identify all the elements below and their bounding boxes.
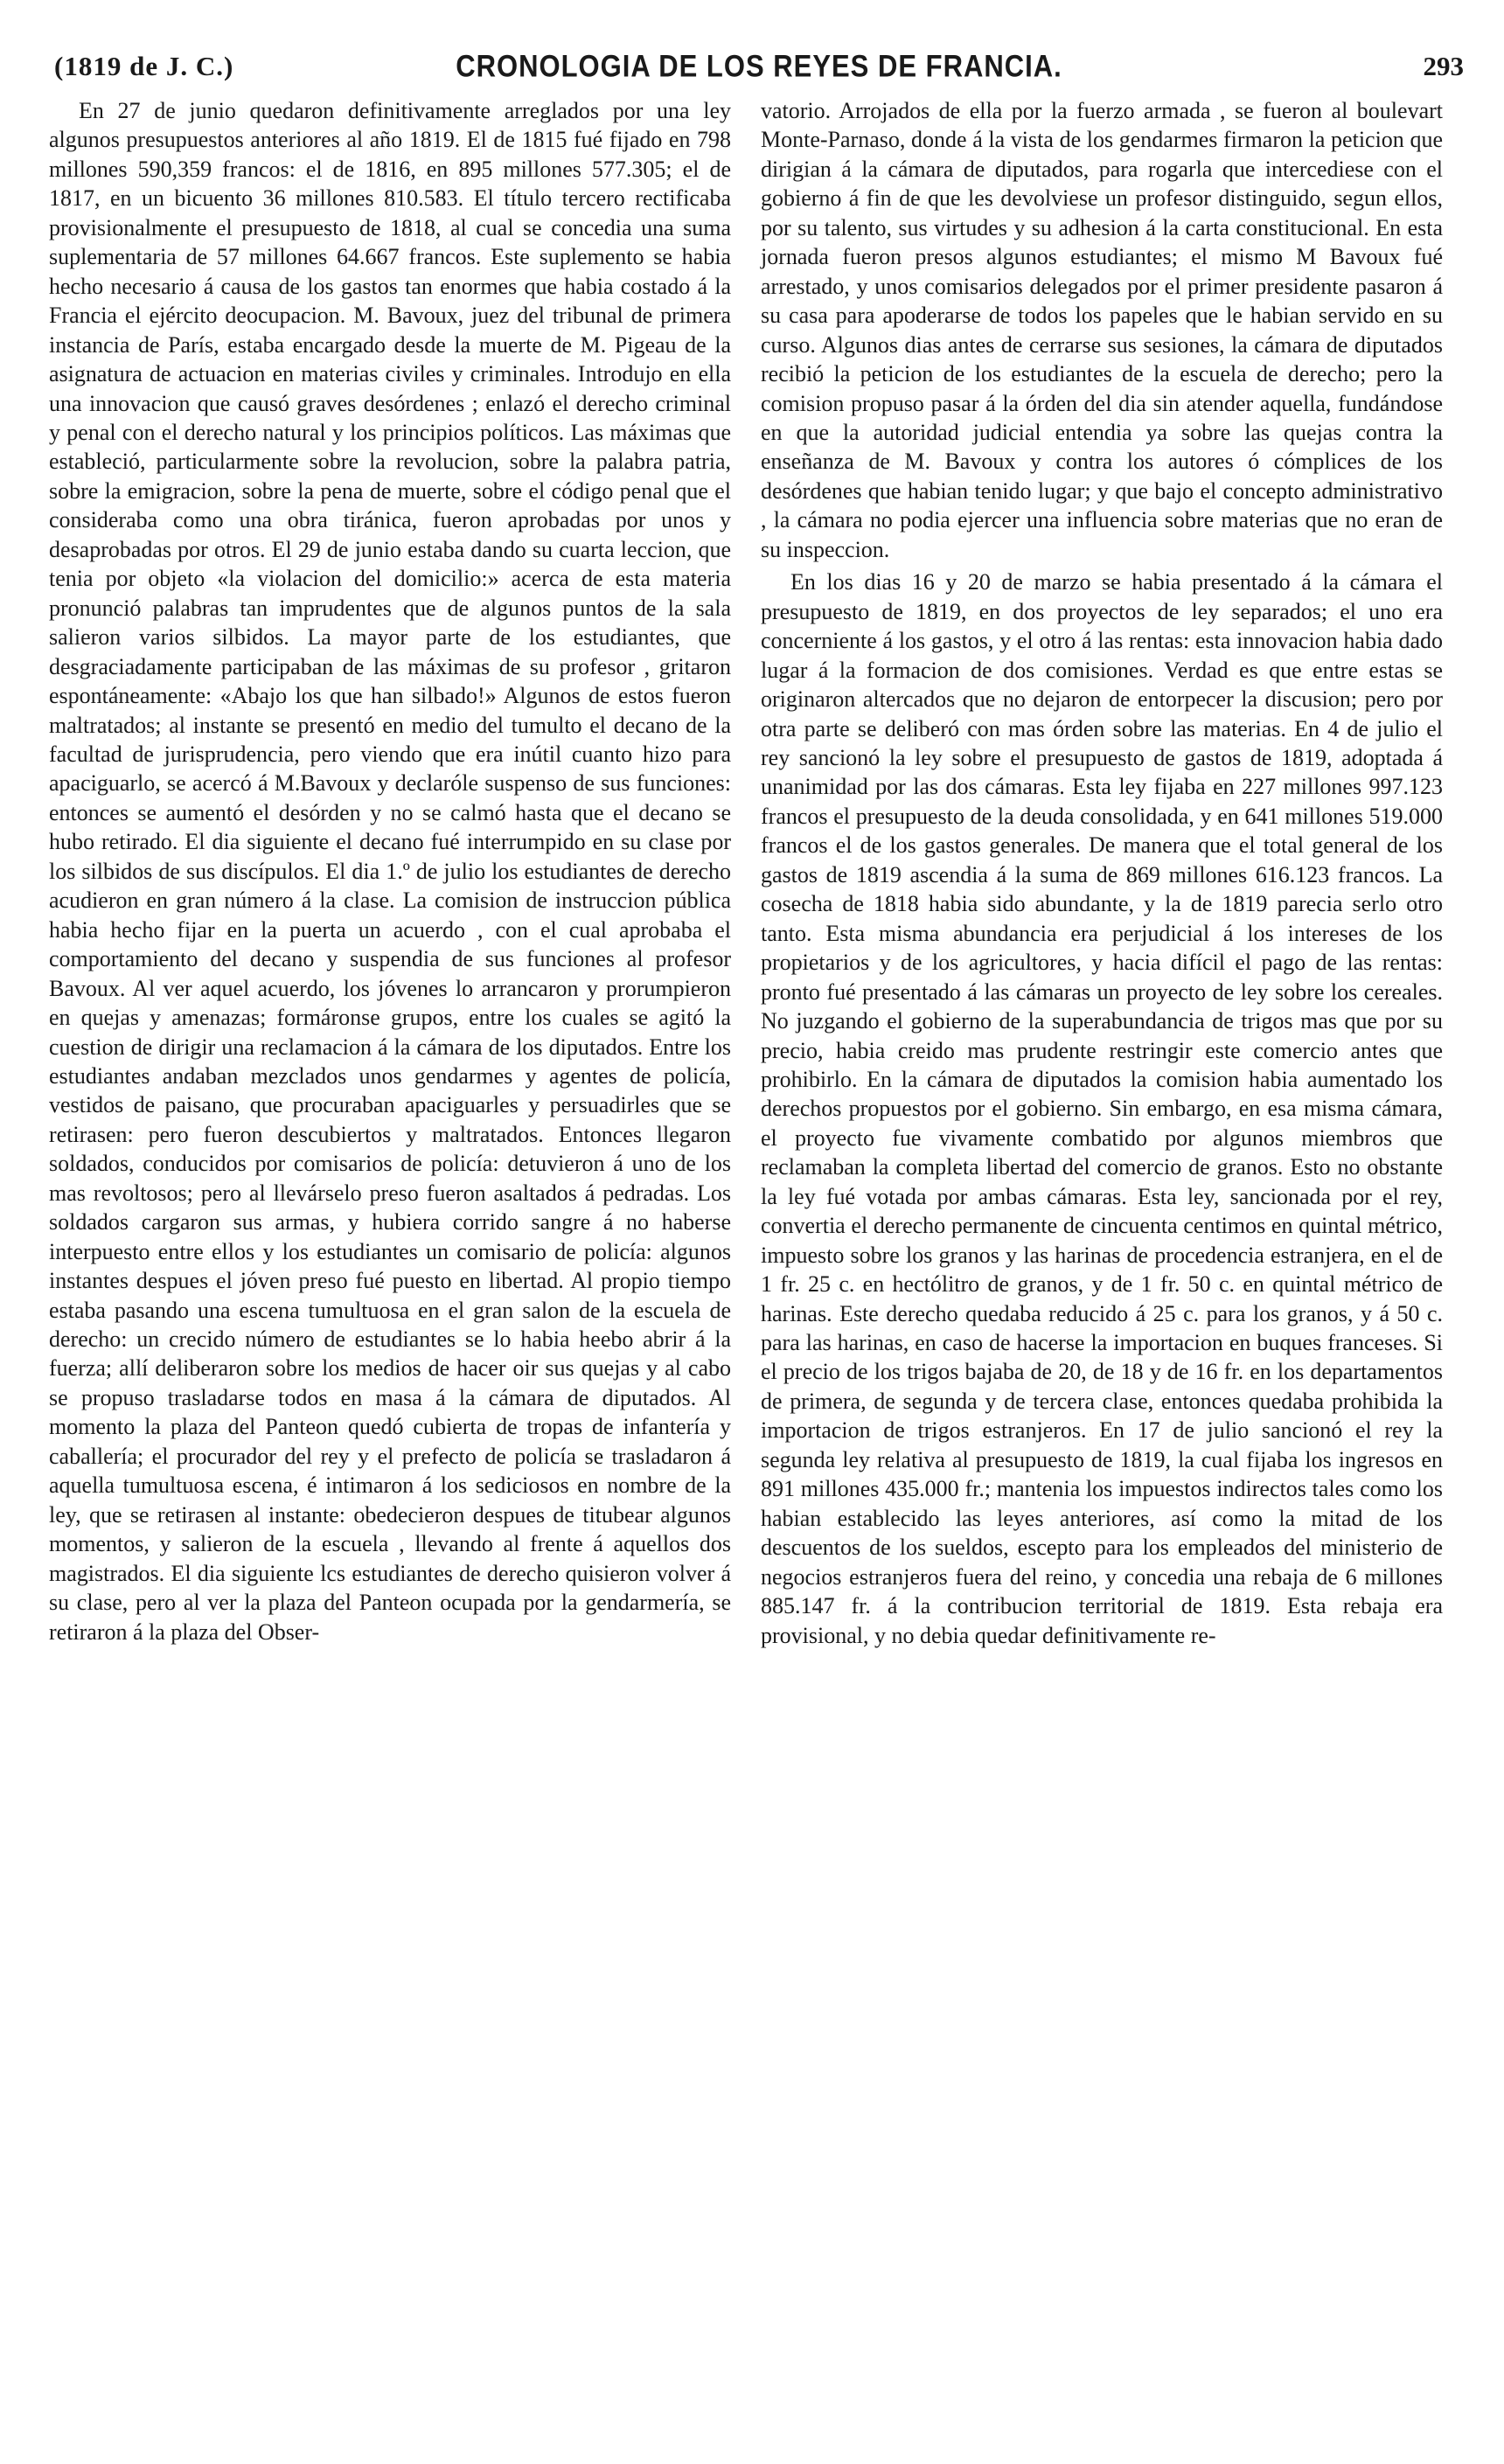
- paragraph: En los dias 16 y 20 de marzo se habia presentado á la cámara el presupuesto de 1819, en dos proyectos de ley separados; el uno era concerniente á los gastos, y el otro á las rentas: esta innovacion habia dado lugar á la formacion de dos comisiones. Verdad es que entre estas se originaron altercados que no dejaron de entorpecer la discusion; pero por otra parte se deliberó con mas órden sobre las materias. En 4 de julio el rey sancionó la ley sobre el presupuesto de gastos de 1819, adoptada á unanimidad por las dos cámaras. Esta ley fijaba en 227 millones 997.123 francos el presupuesto de la deuda consolidada, y en 641 millones 519.000 francos el de los gastos generales. De manera que el total general de los gastos de 1819 ascendia á la suma de 869 millones 616.123 francos. La cosecha de 1818 habia sido abundante, y la de 1819 parecia serlo otro tanto. Esta misma abundancia era perjudicial á los intereses de los propietarios y de los agricultores, y hacia difícil el pago de las rentas: pronto fué presentado á las cámaras un proyecto de ley sobre los cereales. No juzgando el gobierno de la superabundancia de trigos mas que por su precio, habia creido mas prudente restringir este comercio antes que prohibirlo. En la cámara de diputados la comision habia aumentado los derechos propuestos por el gobierno. Sin embargo, en esa misma cámara, el proyecto fue vivamente combatido por algunos miembros que reclamaban la completa libertad del comercio de granos. Esto no obstante la ley fué votada por ambas cámaras. Esta ley, sancionada por el rey, convertia el derecho permanente de cincuenta centimos en quintal métrico, impuesto sobre los granos y las harinas de procedencia estranjera, en el de 1 fr. 25 c. en hectólitro de granos, y de 1 fr. 50 c. en quintal métrico de harinas. Este derecho quedaba reducido á 25 c. para los granos, y á 50 c. para las harinas, en caso de hacerse la importacion en buques franceses. Si el precio de los trigos bajaba de 20, de 18 y de 16 fr. en los departamentos de primera, de segunda y de tercera clase, entonces quedaba prohibida la importacion de trigos estranjeros. En 17 de julio sancionó el rey la segunda ley relativa al presupuesto de 1819, la cual fijaba los ingresos en 891 millones 435.000 fr.; mantenia los impuestos indirectos tales como los habian establecido las leyes anteriores, así como la mitad de los descuentos de los sueldos, escepto para los empleados del ministerio de negocios estranjeros fuera del reino, y concedia una rebaja de 6 millones 885.147 fr. á la contribucion territorial de 1819. Esta rebaja era provisional, y no debia quedar definitivamente re-: [761, 569, 1443, 1648]
- page-header: [54, 48, 1464, 86]
- header-year: (1819 de J. C.): [54, 51, 234, 81]
- header-title: CRONOLOGIA DE LOS REYES DE FRANCIA.: [456, 48, 1062, 84]
- column-divider: [745, 96, 746, 2335]
- right-column: [761, 96, 1443, 1650]
- left-column: [49, 96, 731, 1646]
- paragraph: En 27 de junio quedaron definitivamente arreglados por una ley algunos presupuestos anteriores al año 1819. El de 1815 fué fijado en 798 millones 590,359 francos: el de 1816, en 895 millones 577.305; el de 1817, en un bicuento 36 millones 810.583. El título tercero rectificaba provisionalmente el presupuesto de 1818, al cual se concedia una suma suplementaria de 57 millones 64.667 francos. Este suplemento se habia hecho necesario á causa de los gastos tan enormes que habia costado á la Francia el ejército deocupacion. M. Bavoux, juez del tribunal de primera instancia de París, estaba encargado desde la muerte de M. Pigeau de la asignatura de actuacion en materias civiles y criminales. Introdujo en ella una innovacion que causó graves desórdenes ; enlazó el derecho criminal y penal con el derecho natural y los principios políticos. Las máximas que estableció, particularmente sobre la revolucion, sobre la palabra patria, sobre la emigracion, sobre la pena de muerte, sobre el código penal que el consideraba como una obra tiránica, fueron aprobadas por unos y desaprobadas por otros. El 29 de junio estaba dando su cuarta leccion, que tenia por objeto «la violacion del domicilio:» acerca de esta materia pronunció palabras tan imprudentes que de algunos puntos de la sala salieron varios silbidos. La mayor parte de los estudiantes, que desgraciadamente participaban de las máximas de su profesor , gritaron espontáneamente: «Abajo los que han silbado!» Algunos de estos fueron maltratados; al instante se presentó en medio del tumulto el decano de la facultad de jurisprudencia, pero viendo que era inútil cuanto hizo para apaciguarlo, se acercó á M.Bavoux y declaróle suspenso de sus funciones: entonces se aumentó el desórden y no se calmó hasta que el decano se hubo retirado. El dia siguiente el decano fué interrumpido en su clase por los silbidos de sus discípulos. El dia 1.º de julio los estudiantes de derecho acudieron en gran número á la clase. La comision de instruccion pública habia hecho fijar en la puerta un acuerdo , con el cual aprobaba el comportamiento del decano y suspendia de sus funciones al profesor Bavoux. Al ver aquel acuerdo, los jóvenes lo arrancaron y prorumpieron en quejas y amenazas; formáronse grupos, entre los cuales se agitó la cuestion de dirigir una reclamacion á la cámara de los diputados. Entre los estudiantes andaban mezclados unos gendarmes y agentes de policía, vestidos de paisano, que procuraban apaciguarles y persuadirles que se retirasen: pero fueron descubiertos y maltratados. Entonces llegaron soldados, conducidos por comisarios de policía: detuvieron á uno de los mas revoltosos; pero al llevárselo preso fueron asaltados á pedradas. Los soldados cargaron sus armas, y hubiera corrido sangre á no haberse interpuesto entre ellos y los estudiantes un comisario de policía: algunos instantes despues el jóven preso fué puesto en libertad. Al propio tiempo estaba pasando una escena tumultuosa en el gran salon de la escuela de derecho: un crecido número de estudiantes se lo habia heebo abrir á la fuerza; allí deliberaron sobre los medios de hacer oir sus quejas y al cabo se propuso trasladarse todos en masa á la cámara de diputados. Al momento la plaza del Panteon quedó cubierta de tropas de infantería y caballería; el procurador del rey y el prefecto de policía se trasladaron á aquella tumultuosa escena, é intimaron á los sediciosos en nombre de la ley, que se retirasen al instante: obedecieron despues de titubear algunos momentos, y salieron de la escuela , llevando al frente á aquellos dos magistrados. El dia siguiente lcs estudiantes de derecho quisieron volver á su clase, pero al ver la plaza del Panteon ocupada por la gendarmería, se retiraron á la plaza del Obser-: [49, 98, 731, 1645]
- paragraph: vatorio. Arrojados de ella por la fuerzo armada , se fueron al boulevart Monte-Parnaso, donde á la vista de los gendarmes firmaron la peticion que dirigian á la cámara de diputados, para rogarla que intercediese con el gobierno á fin de que les devolviese un profesor distinguido, segun ellos, por su talento, sus virtudes y su adhesion á la carta constitucional. En esta jornada fueron presos algunos estudiantes; el mismo M Bavoux fué arrestado, y unos comisarios delegados por el primer presidente pasaron á su casa para apoderarse de todos los papeles que le habian servido en su curso. Algunos dias antes de cerrarse sus sesiones, la cámara de diputados recibió la peticion de los estudiantes de la escuela de derecho; pero la comision propuso pasar á la órden del dia sin atender aquella, fundándose en que la autoridad judicial entendia ya sobre las quejas contra la enseñanza de M. Bavoux y contra los autores ó cómplices de los desórdenes que habian tenido lugar; y que bajo el concepto administrativo , la cámara no podia ejercer una influencia sobre materias que no eran de su inspeccion.: [761, 98, 1443, 562]
- page-number: 293: [1423, 51, 1464, 81]
